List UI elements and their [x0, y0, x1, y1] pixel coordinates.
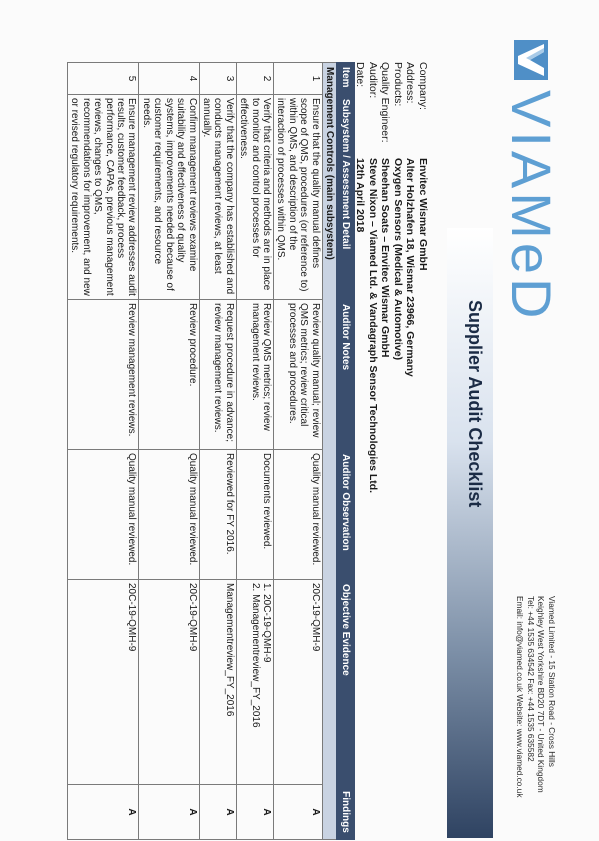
auditor-notes-cell: Review QMS metrics; review management reviews. [236, 300, 273, 450]
header-item: Item [337, 63, 355, 95]
company-label: Company: [417, 62, 429, 110]
auditor-observation-cell: Quality manual reviewed. [68, 450, 139, 580]
table-header-row [337, 63, 355, 840]
products-value: Oxygen Sensors (Medical & Automotive) [391, 158, 404, 361]
auditor-notes-cell: Review procedure. [139, 300, 199, 450]
table-row [273, 63, 322, 840]
engineer-row [379, 62, 392, 493]
objective-evidence-cell [199, 580, 236, 785]
header-findings: Findings [337, 785, 355, 840]
section-row [322, 63, 336, 840]
auditor-notes-cell: Review management reviews. [68, 300, 139, 450]
viamed-logo [500, 40, 563, 323]
objective-evidence-cell [139, 580, 199, 785]
engineer-label: Quality Engineer: [379, 62, 392, 143]
company-value: Envitec Wismar GmbH [417, 158, 429, 271]
evidence-entry: 20C-19-QMH-9 [126, 583, 138, 652]
header-detail: Subsystem / Assessment Detail [337, 95, 355, 300]
address-row [404, 62, 417, 493]
evidence-entry: 20C-19-QMH-9 [309, 583, 321, 652]
header-evidence: Objective Evidence [337, 580, 355, 785]
products-row [391, 62, 404, 493]
item-number-cell: 2 [236, 63, 273, 95]
item-number-cell: 3 [199, 63, 236, 95]
item-number-cell: 5 [68, 63, 139, 95]
objective-evidence-cell [68, 580, 139, 785]
auditor-label: Auditor: [366, 62, 379, 99]
assessment-detail-cell: Ensure that the quality manual defines scope of QMS, procedures (or reference to) within QMS, and description of the interaction of processes within QMS. [273, 95, 322, 300]
objective-evidence-cell [273, 580, 322, 785]
contact-region-line: Keighley West Yorkshire BD20 7DT - United Kingdom [536, 596, 547, 793]
finding-cell: A [199, 785, 236, 840]
evidence-entry: 2. Managementreview_FY_2016 [249, 583, 261, 728]
auditor-notes-cell: Review quality manual; review QMS metrics; review critical processes and procedures. [273, 300, 322, 450]
viamed-logo-mark-icon [514, 40, 548, 80]
assessment-detail-cell: Ensure management review addresses audit results, customer feedback, process performance, CAPAs, previous management reviews, changes to QMS, recommendations for improvement, and new or revised regulatory requirements. [68, 95, 139, 300]
assessment-detail-cell: Confirm management reviews examine suitability and effectiveness of quality systems, improvements needed because of customer requirements, and resource needs. [139, 95, 199, 300]
auditor-notes-cell: Request procedure in advance; review management reviews. [199, 300, 236, 450]
title-banner [447, 228, 493, 838]
date-value: 12th April 2018 [354, 158, 367, 233]
address-label: Address: [404, 62, 417, 104]
auditor-observation-cell: Documents reviewed. [236, 450, 273, 580]
auditor-observation-cell: Quality manual reviewed. [139, 450, 199, 580]
auditor-observation-cell: Quality manual reviewed. [273, 450, 322, 580]
table-row [68, 63, 139, 840]
audit-checklist-table [67, 62, 355, 840]
viamed-logo-wordmark: VIAMeD [500, 90, 563, 323]
engineer-value: Sheehan Soats – Envitec Wismar GmbH [379, 158, 392, 358]
header-notes: Auditor Notes [337, 300, 355, 450]
section-label: Management Controls (main subsystem) [322, 63, 336, 840]
finding-cell: A [139, 785, 199, 840]
evidence-entry: Managementreview_FY_2016 [223, 583, 235, 717]
company-row [416, 62, 429, 493]
objective-evidence-cell [236, 580, 273, 785]
audit-info-block [353, 62, 429, 493]
auditor-observation-cell: Reviewed for FY 2016. [199, 450, 236, 580]
company-contact-block [515, 596, 557, 811]
finding-cell: A [273, 785, 322, 840]
table-row [199, 63, 236, 840]
date-row [353, 62, 366, 493]
item-number-cell: 4 [139, 63, 199, 95]
finding-cell: A [68, 785, 139, 840]
item-number-cell: 1 [273, 63, 322, 95]
table-row [236, 63, 273, 840]
address-value: Alter Holzhafen 18, Wismar 23966, Germany [404, 158, 417, 377]
contact-phone-line: Tel: +44 1535 634542 Fax: +44 1535 635582 [526, 596, 536, 762]
assessment-detail-cell: Verify that the company has established and conducts management reviews, at least annually. [199, 95, 236, 300]
contact-email-line: Email: info@viamed.co.uk Website: www.viamed.co.uk [515, 596, 526, 798]
auditor-value: Steve Nixon – Viamed Ltd. & Vandagraph Sensor Technologies Ltd. [366, 158, 379, 494]
document-title: Supplier Audit Checklist [465, 300, 485, 508]
table-row [139, 63, 199, 840]
auditor-row [366, 62, 379, 493]
contact-address-line: Viamed Limited - 15 Station Road - Cross Hills [547, 596, 557, 767]
date-label: Date: [354, 62, 367, 88]
evidence-entry: 20C-19-QMH-9 [186, 583, 198, 652]
finding-cell: A [236, 785, 273, 840]
evidence-entry: 1. 20C-19-QMH-9 [260, 583, 272, 663]
header-observation: Auditor Observation [337, 450, 355, 580]
assessment-detail-cell: Verify that criteria and methods are in place to monitor and control processes for effectiveness. [236, 95, 273, 300]
products-label: Products: [391, 62, 404, 107]
